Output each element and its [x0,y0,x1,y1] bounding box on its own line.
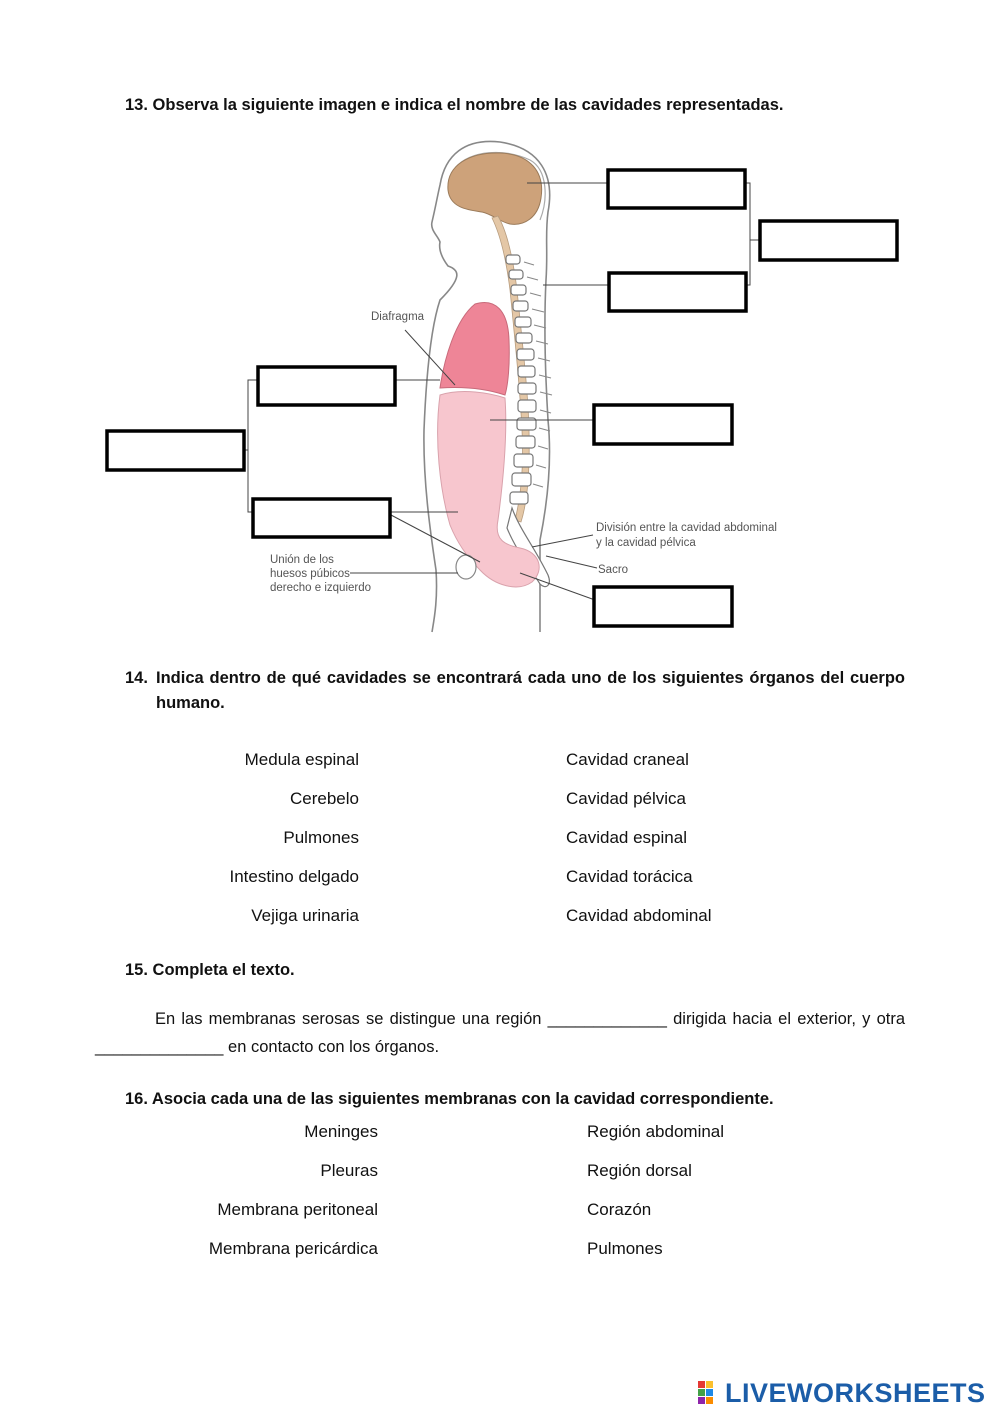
q16-membrane-2[interactable]: Pleuras [320,1161,378,1180]
q14-cavity-2[interactable]: Cavidad pélvica [566,789,687,808]
q16-region-1[interactable]: Región abdominal [587,1122,725,1141]
question-13 [125,93,905,118]
question-16 [125,1087,905,1112]
q16-membrane-4[interactable]: Membrana pericárdica [208,1239,378,1258]
label-division-1: División entre la cavidad abdominal [596,522,777,534]
q16-region-4[interactable]: Pulmones [587,1239,663,1258]
answer-box-abdominal[interactable] [594,405,732,444]
q14-organ-5[interactable]: Vejiga urinaria [251,906,359,925]
question-text: Asocia cada una de las siguientes membranas con la cavidad correspondiente. [151,1090,774,1108]
answer-box-thoracic[interactable] [258,367,395,405]
label-union-1: Unión de los [270,554,334,566]
q14-cavity-5[interactable]: Cavidad abdominal [566,906,712,925]
q16-region-3[interactable]: Corazón [587,1200,652,1219]
label-union-3: derecho e izquierdo [270,582,372,594]
answer-box-ventral-group[interactable] [107,431,244,470]
answer-box-dorsal-group[interactable] [760,221,897,260]
answer-box-pelvic[interactable] [594,587,732,626]
answer-box-abdominopelvic[interactable] [253,499,390,537]
logo-icon [697,1380,723,1406]
q14-organ-2[interactable]: Cerebelo [290,789,359,808]
question-text: Observa la siguiente imagen e indica el nombre de las cavidades representadas. [152,96,784,114]
question-text: Indica dentro de qué cavidades se encontrará cada uno de los siguientes órganos del cuerpo humano. [156,669,905,712]
q14-organ-3[interactable]: Pulmones [283,828,359,847]
body-cavities-diagram [100,135,910,640]
answer-box-spinal[interactable] [609,273,746,311]
q14-organ-1[interactable]: Medula espinal [244,750,359,769]
q16-region-2[interactable]: Región dorsal [587,1161,692,1180]
liveworksheets-logo[interactable] [697,1378,986,1408]
q14-organ-4[interactable]: Intestino delgado [229,867,359,886]
lung-shape [440,303,509,396]
question-number: 16. [125,1090,148,1108]
answer-box-cranial[interactable] [608,170,745,208]
question-15 [125,958,905,983]
q16-membrane-3[interactable]: Membrana peritoneal [217,1200,378,1219]
label-union-2: huesos púbicos [270,568,350,580]
question-text: Completa el texto. [152,961,295,979]
q16-membrane-1[interactable]: Meninges [304,1122,378,1141]
q14-cavity-4[interactable]: Cavidad torácica [566,867,693,886]
q14-cavity-3[interactable]: Cavidad espinal [566,828,687,847]
label-division-2: y la cavidad pélvica [596,537,696,549]
q14-cavity-1[interactable]: Cavidad craneal [566,750,689,769]
brain-shape [448,153,542,224]
question-number: 13. [125,96,148,114]
question-number: 15. [125,961,148,979]
q15-paragraph[interactable]: En las membranas serosas se distingue una región _____________ dirigida hacia el exterior, y otra ______________ en contacto con los órganos. [95,1010,905,1056]
label-sacro: Sacro [598,564,629,576]
label-diafragma: Diafragma [371,311,425,323]
question-14 [125,666,905,716]
brand-text: LIVEWORKSHEETS [725,1377,986,1408]
question-number: 14. [125,669,148,687]
